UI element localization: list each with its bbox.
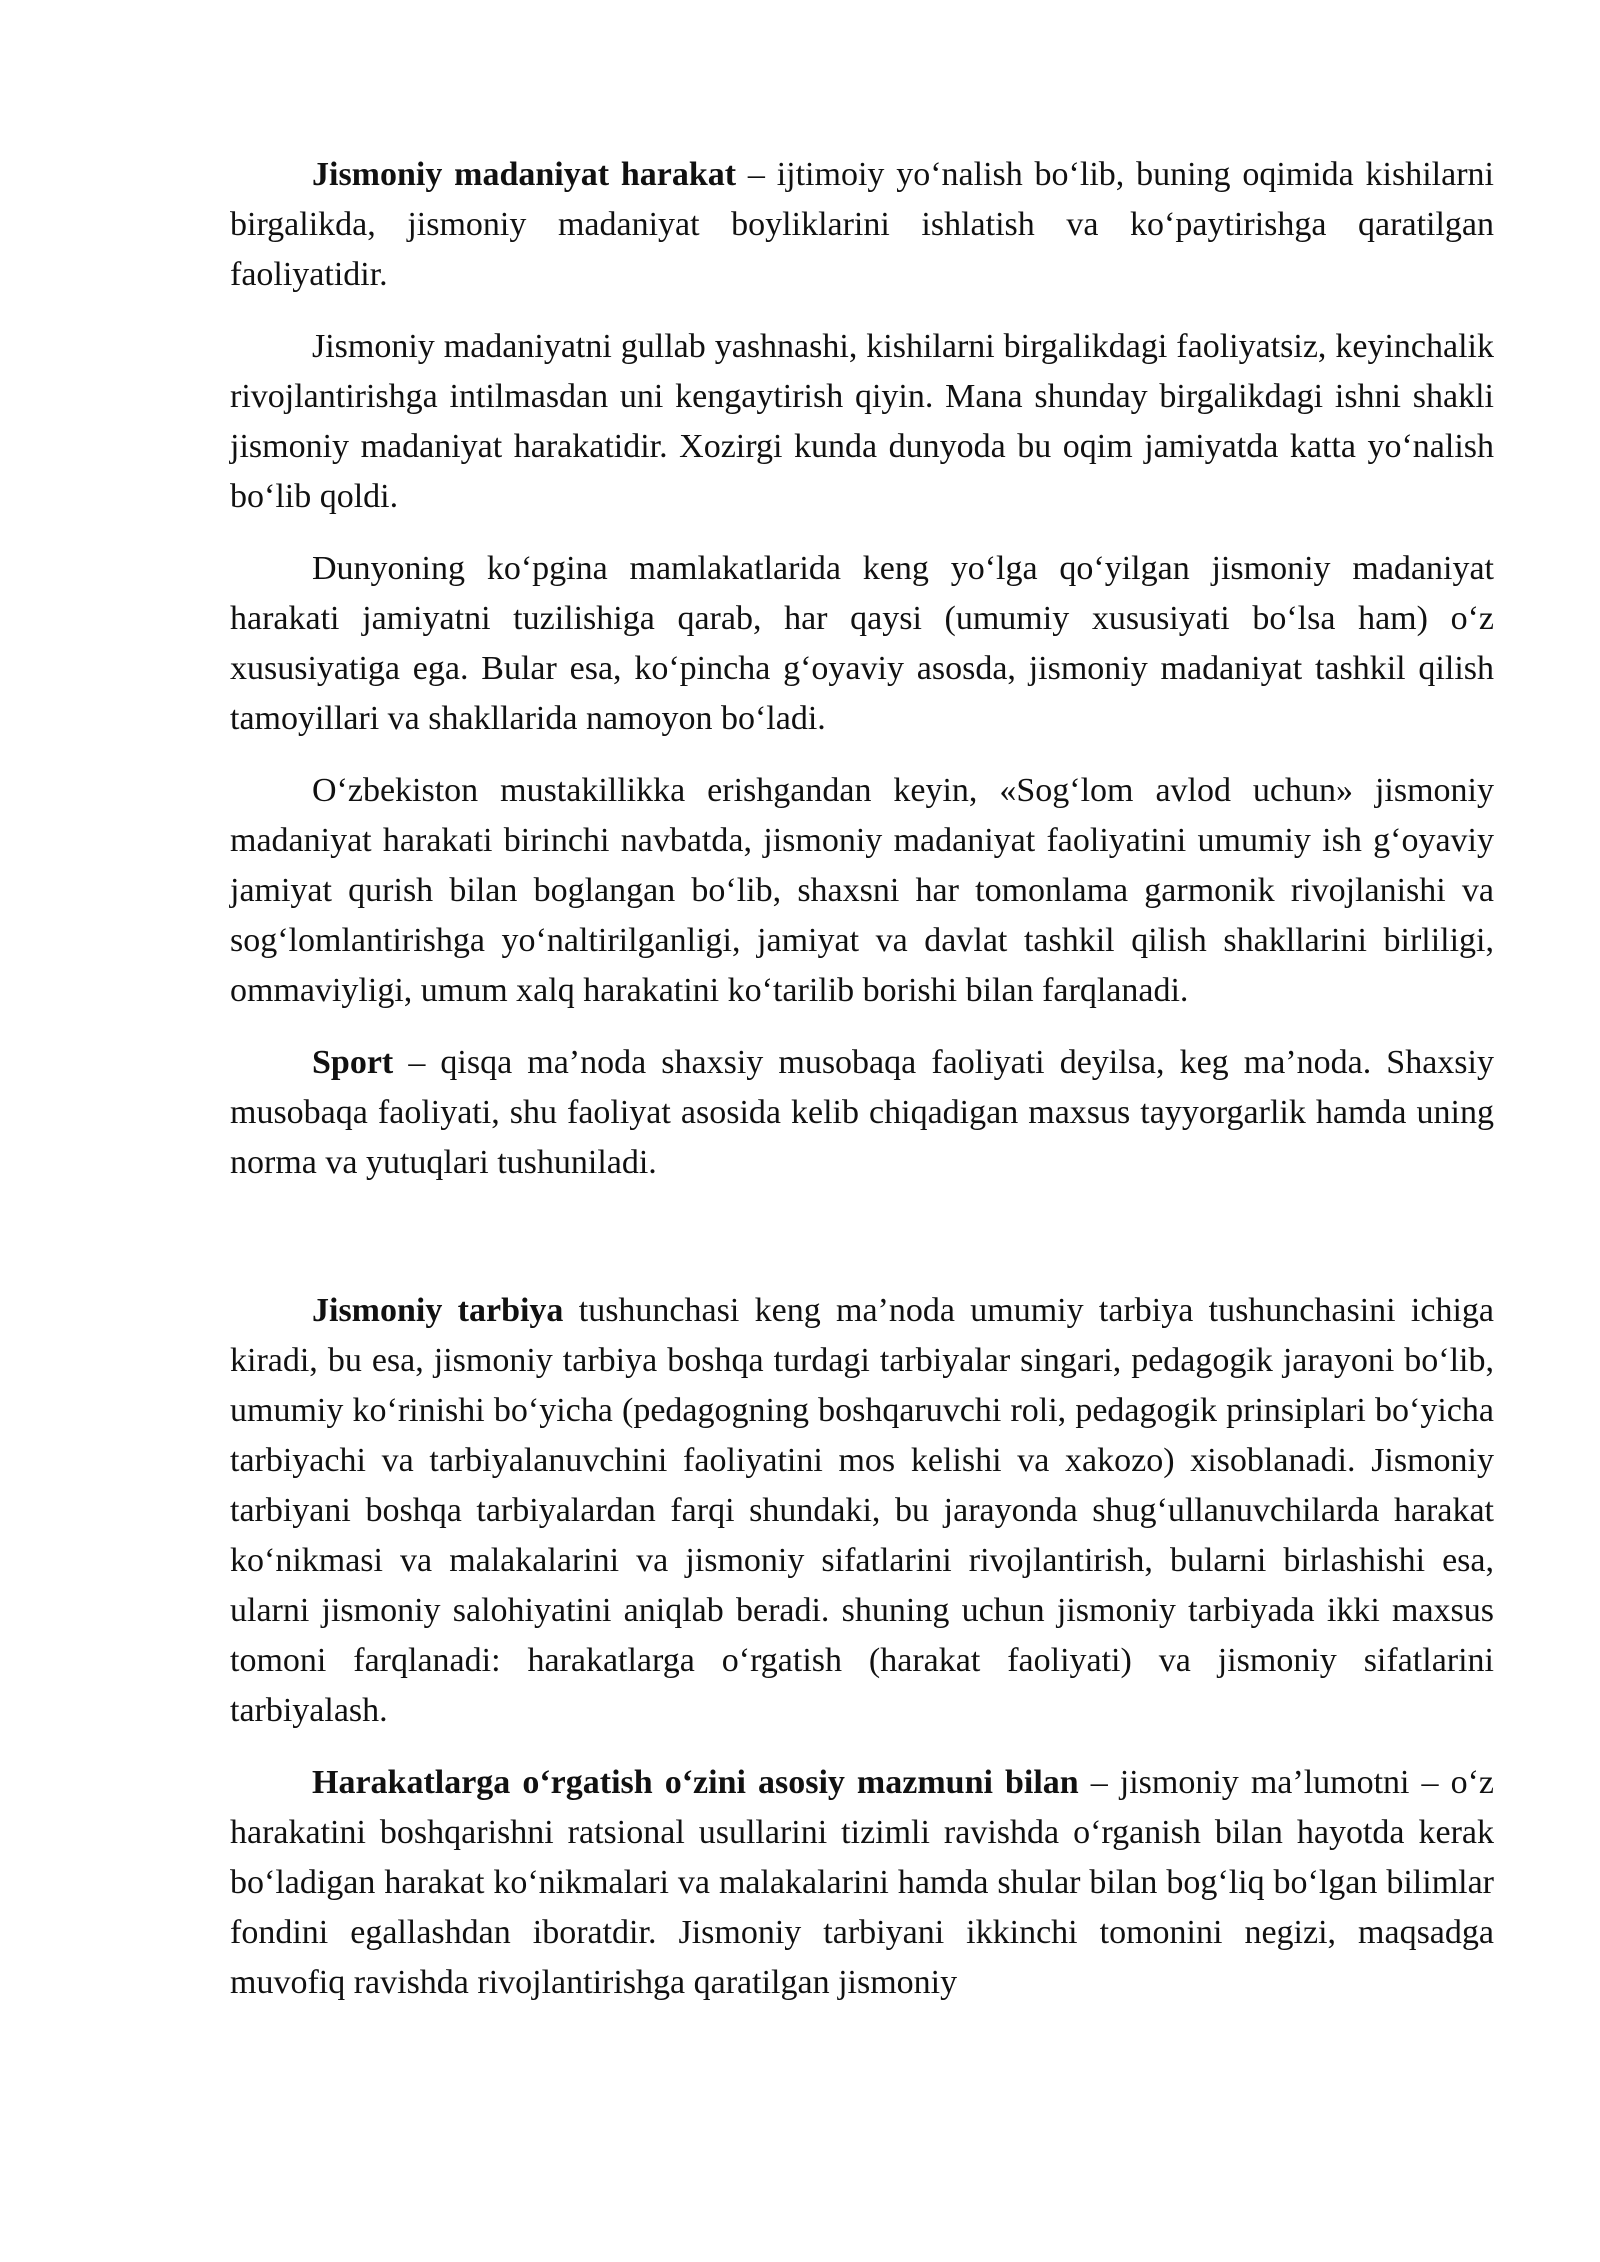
paragraph-text: tushunchasi keng ma’noda umumiy tarbiya tushunchasini ichiga kiradi, bu esa, jismoniy tarbiya boshqa turdagi tarbiyalar singari, pedagogik jarayoni bo‘lib, umumiy ko‘rinishi bo‘yicha (pedagogning boshqaruvchi roli, pedagogik prinsiplari bo‘yicha tarbiyachi va tarbiyalanuvchini faoliyatini mos kelishi va xakozo) xisoblanadi. Jismoniy tarbiyani boshqa tarbiyalardan farqi shundaki, bu jarayonda shug‘ullanuvchilarda harakat ko‘nikmasi va malakalarini va jismoniy sifatlarini rivojlantirish, bularni birlashishi esa, ularni jismoniy salohiyatini aniqlab beradi. shuning uchun jismoniy tarbiyada ikki maxsus tomoni farqlanadi: harakatlarga o‘rgatish (harakat faoliyati) va jismoniy sifatlarini tarbiyalash. <box>230 1292 1494 1729</box>
term-movement-training: Harakatlarga o‘rgatish o‘zini asosiy mazmuni bilan <box>312 1764 1079 1801</box>
paragraph-text: – ijtimoiy yo‘nalish bo‘lib, buning oqimida kishilarni birgalikda, jismoniy madaniyat boyliklarini ishlatish va ko‘paytirishga qaratilgan faoliyatidir. <box>230 156 1494 293</box>
paragraph-text: Jismoniy madaniyatni gullab yashnashi, kishilarni birgalikdagi faoliyatsiz, keyinchalik rivojlantirishga intilmasdan uni kengaytirish qiyin. Mana shunday birgalikdagi ishni shakli jismoniy madaniyat harakatidir. Xozirgi kunda dunyoda bu oqim jamiyatda katta yo‘nalish bo‘lib qoldi. <box>230 328 1494 515</box>
paragraph-movement-training <box>230 1758 1494 2008</box>
paragraph-text: – qisqa ma’noda shaxsiy musobaqa faoliyati deyilsa, keg ma’noda. Shaxsiy musobaqa faoliyati, shu faoliyat asosida kelib chiqadigan maxsus tayyorgarlik hamda uning norma va yutuqlari tushuniladi. <box>230 1044 1494 1181</box>
paragraph-physical-culture-movement <box>230 150 1494 300</box>
paragraph-uzbekistan <box>230 766 1494 1016</box>
term-sport: Sport <box>312 1044 394 1081</box>
document-page <box>230 150 1494 2030</box>
paragraph-world-countries <box>230 544 1494 744</box>
paragraph-flourishing <box>230 322 1494 522</box>
paragraph-sport <box>230 1038 1494 1188</box>
paragraph-physical-education <box>230 1286 1494 1736</box>
paragraph-text: – jismoniy ma’lumotni – o‘z harakatini boshqarishni ratsional usullarini tizimli ravishda o‘rganish bilan hayotda kerak bo‘ladigan harakat ko‘nikmalari va malakalarini hamda shular bilan bog‘liq bo‘lgan bilimlar fondini egallashdan iboratdir. Jismoniy tarbiyani ikkinchi tomonini negizi, maqsadga muvofiq ravishda rivojlantirishga qaratilgan jismoniy <box>230 1764 1495 2001</box>
paragraph-text: O‘zbekiston mustakillikka erishgandan keyin, «Sog‘lom avlod uchun» jismoniy madaniyat harakati birinchi navbatda, jismoniy madaniyat faoliyatini umumiy ish g‘oyaviy jamiyat qurish bilan boglangan bo‘lib, shaxsni har tomonlama garmonik rivojlanishi va sog‘lomlantirishga yo‘naltirilganligi, jamiyat va davlat tashkil qilish shakllarini birliligi, ommaviyligi, umum xalq harakatini ko‘tarilib borishi bilan farqlanadi. <box>230 772 1494 1009</box>
paragraph-text: Dunyoning ko‘pgina mamlakatlarida keng yo‘lga qo‘yilgan jismoniy madaniyat harakati jamiyatni tuzilishiga qarab, har qaysi (umumiy xususiyati bo‘lsa ham) o‘z xususiyatiga ega. Bular esa, ko‘pincha g‘oyaviy asosda, jismoniy madaniyat tashkil qilish tamoyillari va shakllarida namoyon bo‘ladi. <box>230 550 1494 737</box>
term-physical-culture-movement: Jismoniy madaniyat harakat <box>312 156 737 193</box>
term-physical-education: Jismoniy tarbiya <box>312 1292 564 1329</box>
